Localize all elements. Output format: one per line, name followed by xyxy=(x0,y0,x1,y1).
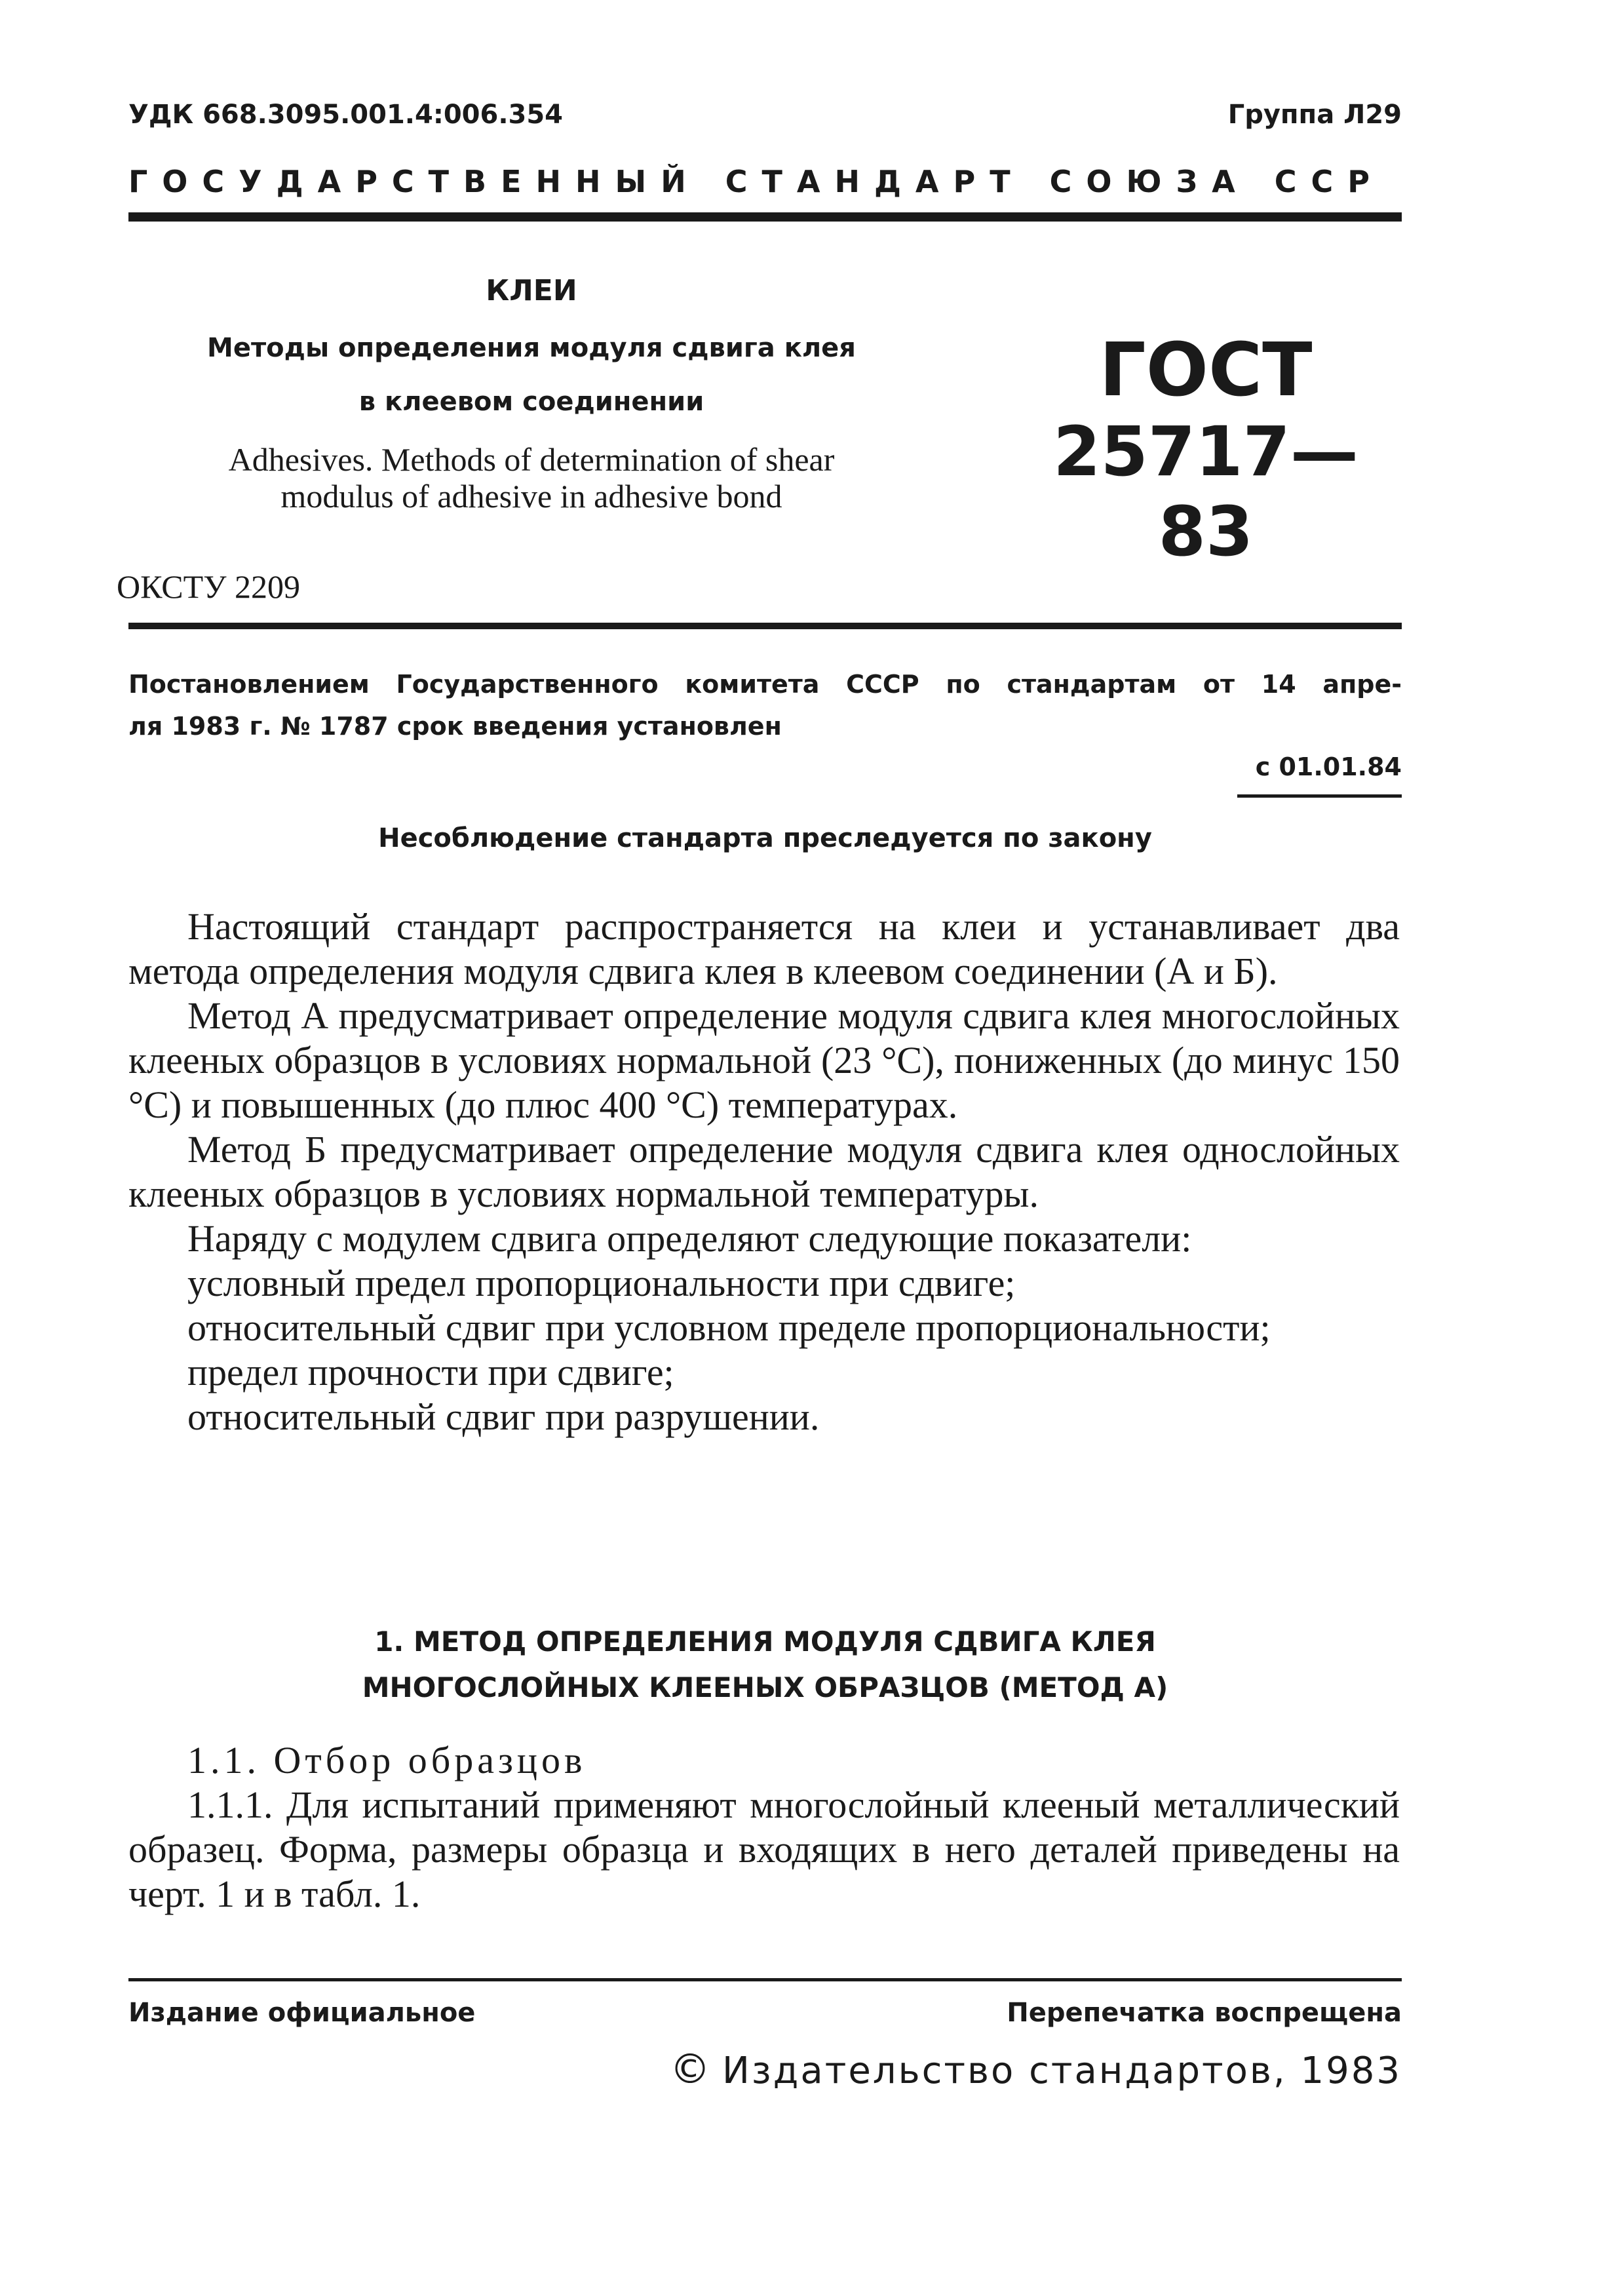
subtitle-line2: в клеевом соединении xyxy=(358,387,704,417)
title: КЛЕИ xyxy=(486,274,577,307)
gost-number: 25717—83 xyxy=(1053,412,1358,572)
publisher-line xyxy=(670,2045,1402,2093)
decree-line2: ля 1983 г. № 1787 срок введения установлен xyxy=(128,712,782,741)
english-title-line1: Adhesives. Methods of determination of shear xyxy=(228,441,835,478)
state-standard-banner: ГОСУДАРСТВЕННЫЙ СТАНДАРТ СОЮЗА ССР xyxy=(128,164,1385,199)
group-code: Группа Л29 xyxy=(1227,100,1402,130)
subsection-1-1-heading: 1.1. Отбор образцов xyxy=(187,1739,587,1781)
copyright-icon: © xyxy=(670,2045,711,2093)
title-block-rule xyxy=(128,623,1402,629)
section-1-heading-line1: 1. МЕТОД ОПРЕДЕЛЕНИЯ МОДУЛЯ СДВИГА КЛЕЯ xyxy=(374,1625,1156,1658)
method-b-paragraph: Метод Б предусматривает определение модуля сдвига клея однослойных клееных образцов в условиях нормальной температуры. xyxy=(128,1128,1400,1215)
publisher-name: Издательство стандартов, 1983 xyxy=(722,2050,1402,2092)
okstu-code: ОКСТУ 2209 xyxy=(117,568,301,605)
udc-code: УДК 668.3095.001.4:006.354 xyxy=(128,100,564,130)
list-item: условный предел пропорциональности при сдвиге; xyxy=(187,1262,1016,1304)
indicators-list xyxy=(128,1261,1400,1439)
list-item: относительный сдвиг при условном пределе пропорциональности; xyxy=(187,1306,1271,1349)
subtitle-line1: Методы определения модуля сдвига клея xyxy=(207,333,856,363)
effective-date-underline xyxy=(1237,794,1402,798)
indicators-intro: Наряду с модулем сдвига определяют следующие показатели: xyxy=(187,1217,1192,1260)
section-1-text xyxy=(128,1738,1400,1917)
reprint-note: Перепечатка воспрещена xyxy=(1007,1998,1402,2028)
list-item: предел прочности при сдвиге; xyxy=(187,1351,674,1393)
body-text xyxy=(128,905,1400,1439)
intro-paragraph: Настоящий стандарт распространяется на клеи и устанавливает два метода определения модуля сдвига клея в клеевом соединении (А и Б). xyxy=(128,905,1400,992)
gost-label: ГОСТ xyxy=(1099,328,1313,413)
header-thick-rule xyxy=(128,212,1402,222)
section-1-heading-line2: МНОГОСЛОЙНЫХ КЛЕЕНЫХ ОБРАЗЦОВ (МЕТОД А) xyxy=(362,1671,1168,1703)
footer-rule xyxy=(128,1978,1402,1981)
english-title-line2: modulus of adhesive in adhesive bond xyxy=(280,478,782,515)
legal-warning: Несоблюдение стандарта преследуется по закону xyxy=(378,823,1152,853)
list-item: относительный сдвиг при разрушении. xyxy=(187,1395,820,1438)
effective-date: с 01.01.84 xyxy=(1255,752,1402,781)
paragraph-1-1-1: 1.1.1. Для испытаний применяют многослойный клееный металлический образец. Форма, размеры образца и входящих в него деталей приведены на черт. 1 и в табл. 1. xyxy=(128,1783,1400,1915)
decree-line1: Постановлением Государственного комитета СССР по стандартам от 14 апре- xyxy=(128,670,1402,699)
method-a-paragraph: Метод А предусматривает определение модуля сдвига клея многослойных клееных образцов в условиях нормальной (23 °С), пониженных (до минус 150 °С) и повышенных (до плюс 400 °С) температурах. xyxy=(128,994,1400,1126)
edition-note: Издание официальное xyxy=(128,1998,476,2028)
